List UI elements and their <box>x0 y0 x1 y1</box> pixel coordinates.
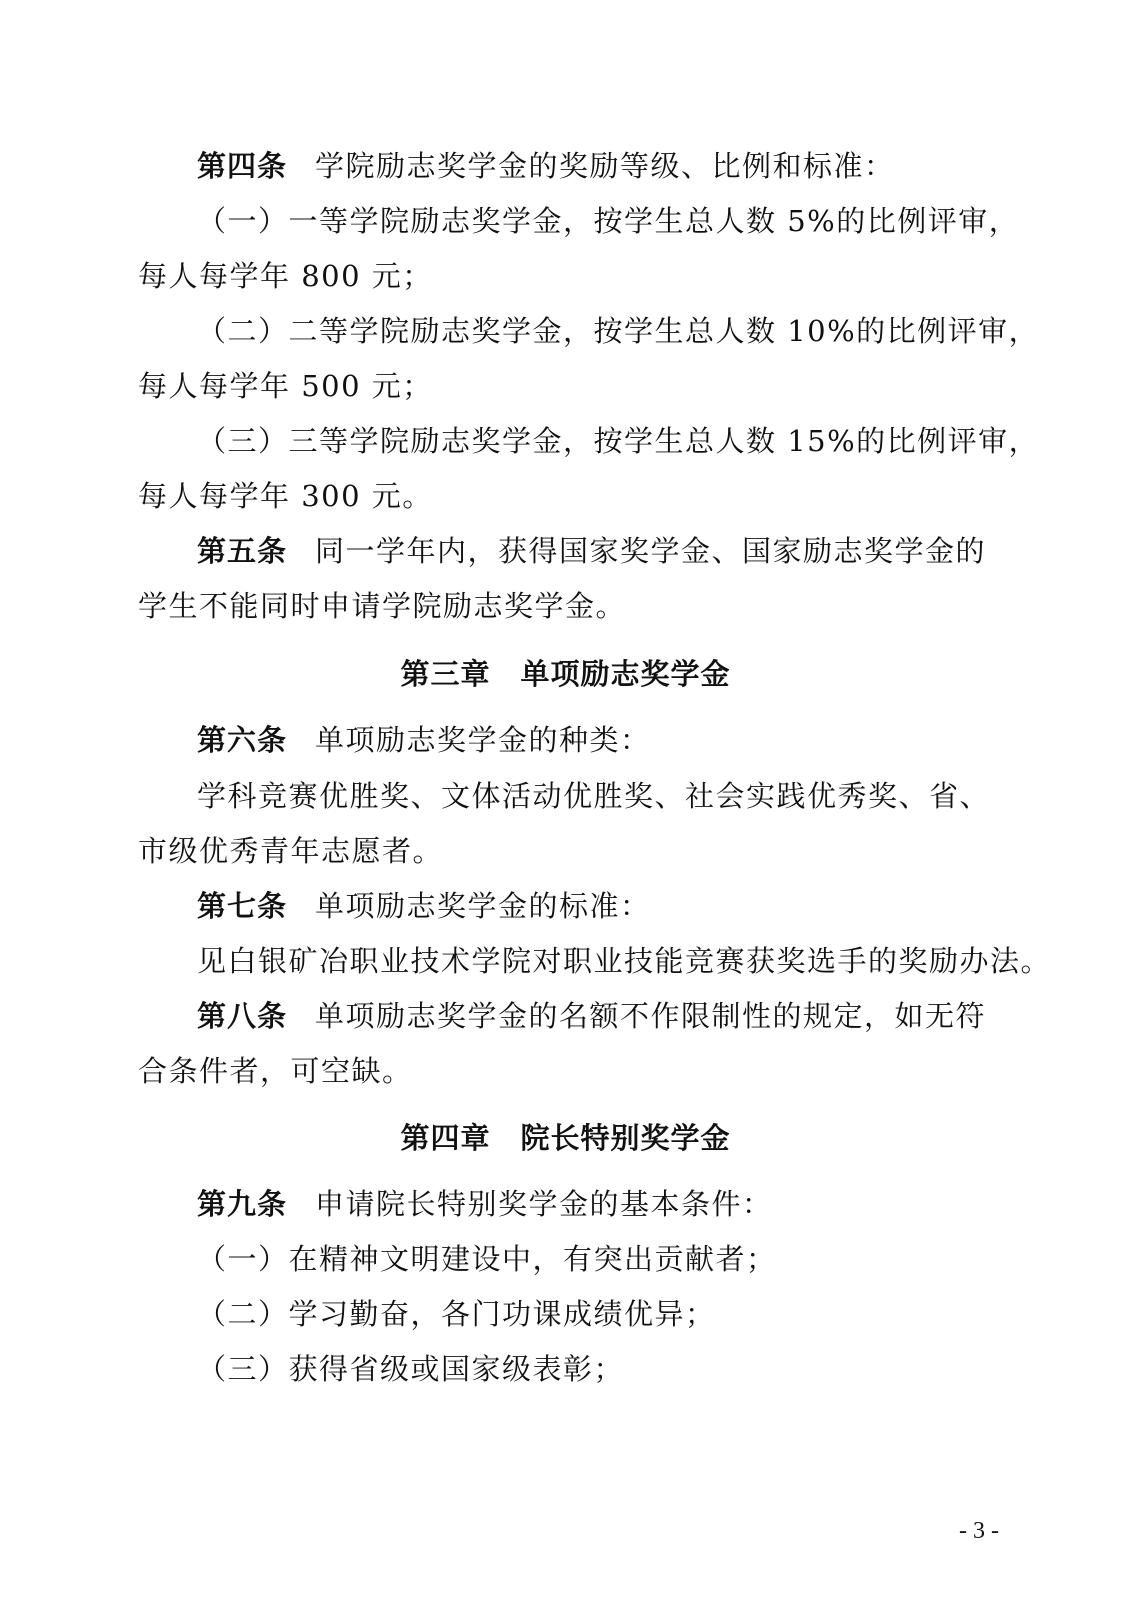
article-9-label: 第九条 <box>197 1187 288 1221</box>
article-4-item-1-line-2: 每人每学年 800 元； <box>138 259 433 293</box>
article-5-line-1 <box>197 531 997 571</box>
article-7-title: 单项励志奖学金的标准： <box>315 889 651 923</box>
article-9-item-2: （二）学习勤奋，各门功课成绩优异； <box>197 1297 716 1331</box>
article-4-heading <box>197 146 997 186</box>
article-5-label: 第五条 <box>197 534 288 568</box>
article-4-item-3-line-2: 每人每学年 300 元。 <box>138 479 433 513</box>
article-6-line-2: 市级优秀青年志愿者。 <box>138 834 444 868</box>
article-8-label: 第八条 <box>197 999 288 1033</box>
article-8-line-1 <box>197 996 997 1036</box>
article-4-title: 学院励志奖学金的奖励等级、比例和标准： <box>315 149 895 183</box>
article-4-item-3-line-1: （三）三等学院励志奖学金，按学生总人数 15%的比例评审， <box>197 424 1040 458</box>
article-8-text: 单项励志奖学金的名额不作限制性的规定，如无符 <box>315 999 987 1033</box>
article-6-label: 第六条 <box>197 723 288 757</box>
article-9-heading <box>197 1184 997 1224</box>
article-4-label: 第四条 <box>197 149 288 183</box>
article-5-line-2: 学生不能同时申请学院励志奖学金。 <box>138 589 627 623</box>
article-7-heading <box>197 886 997 926</box>
article-4-item-1-line-1: （一）一等学院励志奖学金，按学生总人数 5%的比例评审， <box>197 204 1020 238</box>
chapter-3-heading: 第三章 单项励志奖学金 <box>400 657 731 691</box>
article-4-item-2-line-1: （二）二等学院励志奖学金，按学生总人数 10%的比例评审， <box>197 314 1040 348</box>
article-6-line-1: 学科竞赛优胜奖、文体活动优胜奖、社会实践优秀奖、省、 <box>197 779 991 813</box>
article-4-item-2-line-2: 每人每学年 500 元； <box>138 369 433 403</box>
page-number: - 3 - <box>959 1518 999 1544</box>
chapter-4-heading: 第四章 院长特别奖学金 <box>400 1121 731 1155</box>
article-6-heading <box>197 720 997 760</box>
article-5-text: 同一学年内，获得国家奖学金、国家励志奖学金的 <box>315 534 987 568</box>
article-9-item-1: （一）在精神文明建设中，有突出贡献者； <box>197 1242 777 1276</box>
article-7-line-1: 见白银矿冶职业技术学院对职业技能竞赛获奖选手的奖励办法。 <box>197 944 1052 978</box>
article-8-line-2: 合条件者，可空缺。 <box>138 1054 413 1088</box>
article-9-title: 申请院长特别奖学金的基本条件： <box>315 1187 773 1221</box>
article-9-item-3: （三）获得省级或国家级表彰； <box>197 1352 625 1386</box>
article-7-label: 第七条 <box>197 889 288 923</box>
article-6-title: 单项励志奖学金的种类： <box>315 723 651 757</box>
